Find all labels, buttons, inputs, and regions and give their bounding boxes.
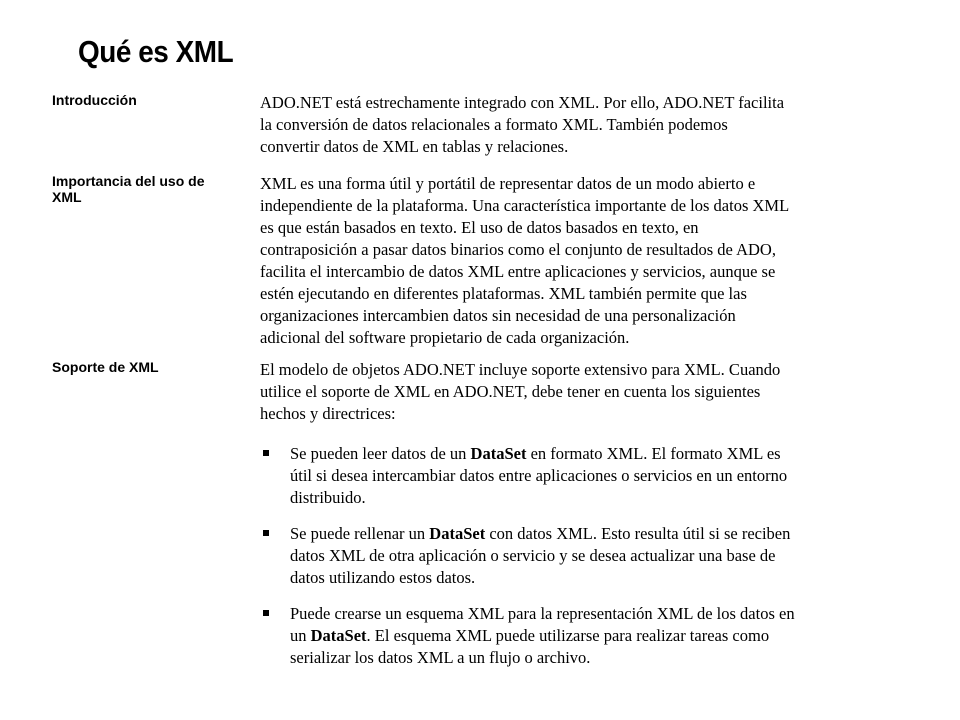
section-label: Soporte de XML bbox=[52, 359, 159, 375]
bullet-line bbox=[290, 523, 900, 545]
bullet-line bbox=[290, 625, 900, 647]
body-line: estén ejecutando en diferentes plataformas. XML también permite que las bbox=[260, 284, 747, 303]
body-line: adicional del software propietario de cada organización. bbox=[260, 328, 630, 347]
body-line: independiente de la plataforma. Una característica importante de los datos XML bbox=[260, 196, 790, 215]
bullet-line bbox=[290, 443, 900, 465]
body-line: la conversión de datos relacionales a formato XML. También podemos bbox=[260, 115, 728, 134]
body-line: XML es una forma útil y portátil de representar datos de un modo abierto e bbox=[260, 174, 756, 193]
bullet-line: Puede crearse un esquema XML para la representación XML de los datos en bbox=[290, 604, 795, 623]
section-body bbox=[260, 92, 900, 158]
text-run: . El esquema XML puede utilizarse para realizar tareas como bbox=[366, 626, 770, 645]
bullet-line: datos utilizando estos datos. bbox=[290, 568, 476, 587]
square-bullet-icon bbox=[263, 610, 269, 616]
section-label bbox=[52, 173, 242, 205]
square-bullet-icon bbox=[263, 530, 269, 536]
text-run: en formato XML. El formato XML es bbox=[526, 444, 781, 463]
body-line: ADO.NET está estrechamente integrado con XML. Por ello, ADO.NET facilita bbox=[260, 93, 785, 112]
dataset-term: DataSet bbox=[429, 524, 486, 543]
body-line: El modelo de objetos ADO.NET incluye soporte extensivo para XML. Cuando bbox=[260, 360, 781, 379]
text-run: Se puede rellenar un bbox=[290, 524, 430, 543]
section-label-line: XML bbox=[52, 189, 82, 205]
bullet-line: serializar los datos XML a un flujo o archivo. bbox=[290, 648, 591, 667]
body-line: organizaciones intercambien datos sin necesidad de una personalización bbox=[260, 306, 736, 325]
bullet-line: útil si desea intercambiar datos entre aplicaciones o servicios en un entorno bbox=[290, 466, 788, 485]
bullet-list bbox=[260, 443, 900, 669]
body-line: facilita el intercambio de datos XML entre aplicaciones y servicios, aunque se bbox=[260, 262, 776, 281]
section-label-line: Importancia del uso de bbox=[52, 173, 205, 189]
body-line: convertir datos de XML en tablas y relaciones. bbox=[260, 137, 569, 156]
bullet-line: datos XML de otra aplicación o servicio y se desea actualizar una base de bbox=[290, 546, 776, 565]
section-label: Introducción bbox=[52, 92, 137, 108]
square-bullet-icon bbox=[263, 450, 269, 456]
dataset-term: DataSet bbox=[310, 626, 367, 645]
body-line: es que están basados en texto. El uso de datos basados en texto, en bbox=[260, 218, 699, 237]
list-item bbox=[260, 603, 900, 669]
body-line: hechos y directrices: bbox=[260, 404, 396, 423]
body-line: contraposición a pasar datos binarios como el conjunto de resultados de ADO, bbox=[260, 240, 776, 259]
list-item bbox=[260, 443, 900, 509]
text-run: Se pueden leer datos de un bbox=[290, 444, 471, 463]
text-run: un bbox=[290, 626, 311, 645]
body-line: utilice el soporte de XML en ADO.NET, debe tener en cuenta los siguientes bbox=[260, 382, 761, 401]
page-title: Qué es XML bbox=[78, 34, 234, 69]
bullet-line: distribuido. bbox=[290, 488, 366, 507]
section-body bbox=[260, 173, 900, 349]
list-item bbox=[260, 523, 900, 589]
text-run: con datos XML. Esto resulta útil si se reciben bbox=[485, 524, 791, 543]
dataset-term: DataSet bbox=[470, 444, 527, 463]
section-body bbox=[260, 359, 900, 669]
